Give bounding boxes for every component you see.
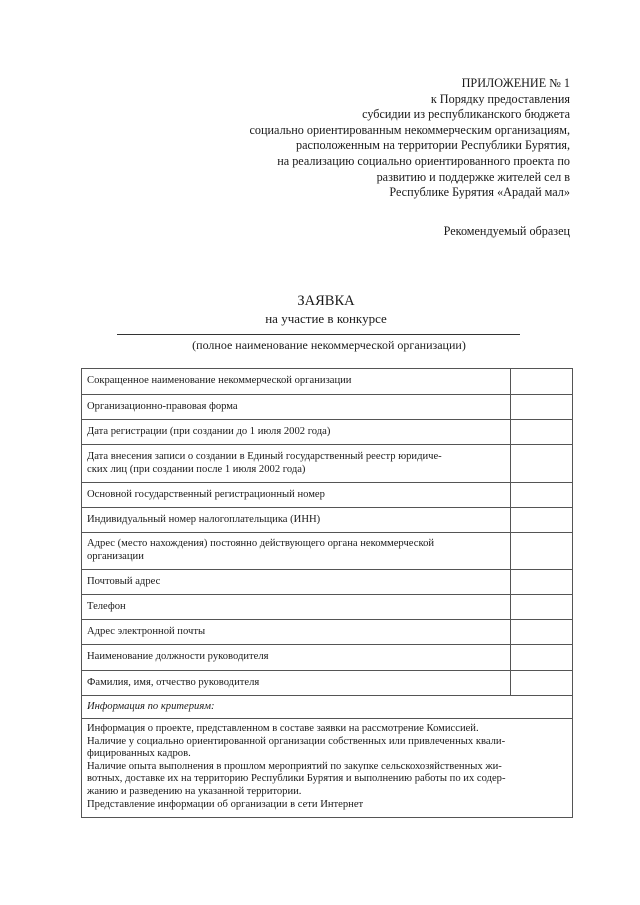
table-row <box>82 508 573 533</box>
table-row <box>82 533 573 570</box>
table-row <box>82 483 573 508</box>
row-label: Сокращенное наименование некоммерческой организации <box>82 369 511 395</box>
application-form-table <box>81 368 573 818</box>
appendix-line: субсидии из республиканского бюджета <box>362 107 570 122</box>
row-value-cell[interactable] <box>511 620 573 645</box>
appendix-line: ПРИЛОЖЕНИЕ № 1 <box>461 76 570 90</box>
table-row <box>82 369 573 395</box>
table-row <box>82 445 573 483</box>
criteria-line: вотных, доставке их на территорию Республики Бурятия и выполнению работы по их содер- <box>87 773 506 785</box>
row-label: Телефон <box>82 595 511 620</box>
criteria-line: жанию и разведению на указанной территории. <box>87 785 302 797</box>
row-value-cell[interactable] <box>511 445 573 483</box>
row-value-cell[interactable] <box>511 420 573 445</box>
row-value-cell[interactable] <box>511 369 573 395</box>
appendix-line: Республике Бурятия «Арадай мал» <box>389 185 570 200</box>
row-value-cell[interactable] <box>511 483 573 508</box>
appendix-line: к Порядку предоставления <box>430 91 570 106</box>
appendix-line: социально ориентированным некоммерческим организациям, <box>249 122 570 137</box>
row-label: Основной государственный регистрационный номер <box>82 483 511 508</box>
table-row <box>82 595 573 620</box>
row-value-cell[interactable] <box>511 645 573 671</box>
criteria-line: фицированных кадров. <box>87 748 191 760</box>
criteria-line: Наличие опыта выполнения в прошлом мероприятий по закупке сельскохозяйственных жи- <box>87 760 502 772</box>
row-value-cell[interactable] <box>511 671 573 696</box>
criteria-line: Представление информации об организации в сети Интернет <box>87 798 364 810</box>
row-value-cell[interactable] <box>511 533 573 570</box>
row-label: Организационно-правовая форма <box>82 395 511 420</box>
organization-name-caption: (полное наименование некоммерческой организации) <box>192 338 466 352</box>
table-row <box>82 395 573 420</box>
appendix-line: на реализацию социально ориентированного проекта по <box>277 153 570 168</box>
table-row <box>82 570 573 595</box>
row-label: Почтовый адрес <box>82 570 511 595</box>
row-value-cell[interactable] <box>511 595 573 620</box>
table-row <box>82 420 573 445</box>
row-value-cell[interactable] <box>511 395 573 420</box>
criteria-line: Информация о проекте, представленном в составе заявки на рассмотрение Комиссией. <box>87 723 479 734</box>
criteria-line: Наличие у социально ориентированной организации собственных или привлеченных квали- <box>87 735 506 747</box>
appendix-line: расположенным на территории Республики Бурятия, <box>296 138 570 153</box>
row-label: Адрес (место нахождения) постоянно действующего органа некоммерческой организации <box>82 533 511 570</box>
organization-name-line[interactable] <box>117 334 520 335</box>
row-label: Фамилия, имя, отчество руководителя <box>82 671 511 696</box>
table-row <box>82 671 573 696</box>
recommended-sample-note: Рекомендуемый образец <box>443 224 570 238</box>
document-title: ЗАЯВКА <box>297 293 355 309</box>
appendix-line: развитию и поддержке жителей сел в <box>376 169 570 184</box>
appendix-block <box>250 76 571 201</box>
criteria-info-row <box>82 719 573 818</box>
row-value-cell[interactable] <box>511 570 573 595</box>
row-label: Наименование должности руководителя <box>82 645 511 671</box>
table-row <box>82 620 573 645</box>
row-label: Индивидуальный номер налогоплательщика (ИНН) <box>82 508 511 533</box>
document-subtitle: на участие в конкурсе <box>265 311 387 326</box>
row-label: Адрес электронной почты <box>82 620 511 645</box>
criteria-header: Информация по критериям: <box>82 696 573 719</box>
row-label: Дата регистрации (при создании до 1 июля 2002 года) <box>82 420 511 445</box>
row-label: Дата внесения записи о создании в Единый государственный реестр юридиче- ских лиц (при создании после 1 июля 2002 года) <box>82 445 511 483</box>
table-row <box>82 645 573 671</box>
criteria-info-cell[interactable] <box>82 719 573 818</box>
row-value-cell[interactable] <box>511 508 573 533</box>
criteria-header-row <box>82 696 573 719</box>
